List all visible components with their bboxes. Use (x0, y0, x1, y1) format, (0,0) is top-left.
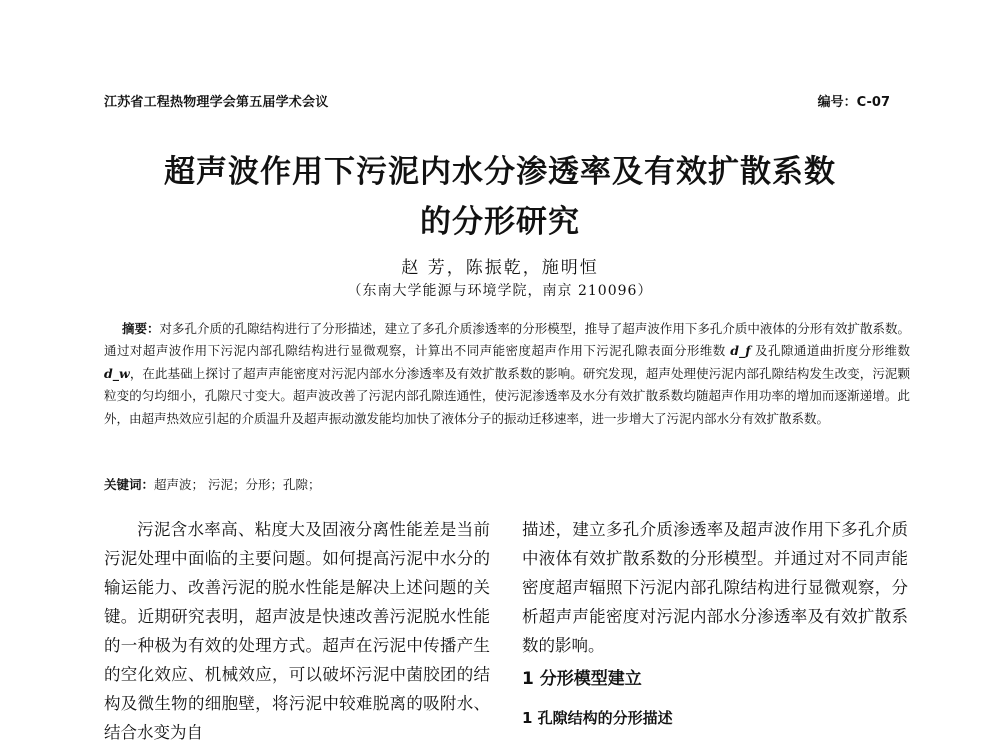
paper-code: 编号：C-07 (817, 95, 890, 110)
symbol-df: d_f (730, 343, 751, 359)
abstract-label: 摘要： (122, 321, 160, 336)
abstract (104, 318, 910, 430)
abstract-text-1: 对多孔介质的孔隙结构进行了分形描述，建立了多孔介质渗透率的分形模型，推导了超声波作用下多孔介质中液体的分形有效扩散系数。通过对超声波作用下污泥内部孔隙结构进行显微观察，计算出不同声能密度超声作用下污泥孔隙表面分形维数 (104, 321, 910, 359)
conference-header: 江苏省工程热物理学会第五届学术会议 (104, 95, 329, 110)
abstract-text-2: 及孔隙通道曲折度分形维数 (750, 343, 910, 359)
keywords (104, 475, 321, 493)
body-paragraph-left: 污泥含水率高、粘度大及固液分离性能差是当前污泥处理中面临的主要问题。如何提高污泥中水分的输运能力、改善污泥的脱水性能是解决上述问题的关键。近期研究表明，超声波是快速改善污泥脱水性能的一种极为有效的处理方式。超声在污泥中传播产生的空化效应、机械效应，可以破坏污泥中菌胶团的结构及微生物的细胞壁，将污泥中较难脱离的吸附水、结合水变为自 (104, 520, 490, 742)
symbol-dw: d_w (104, 365, 130, 381)
authors: 赵 芳，陈振乾，施明恒 (401, 258, 599, 278)
affiliation: （东南大学能源与环境学院，南京 210096） (347, 283, 653, 299)
abstract-text-3: ，在此基础上探讨了超声声能密度对污泥内部水分渗透率及有效扩散系数的影响。研究发现，超声处理使污泥内部孔隙结构发生改变，污泥颗粒变的匀均细小，孔隙尺寸变大。超声波改善了污泥内部孔隙连通性，使污泥渗透率及水分有效扩散系数均随超声作用功率的增加而逐渐递增。此外，由超声热效应引起的介质温升及超声振动激发能均加快了液体分子的振动迁移速率，进一步增大了污泥内部水分有效扩散系数。 (104, 365, 910, 426)
keywords-text: 超声波； 污泥；分形；孔隙； (154, 477, 321, 492)
body-column-left (104, 515, 490, 747)
body-paragraph-right: 描述，建立多孔介质渗透率及超声波作用下多孔介质中液体有效扩散系数的分形模型。并通过对不同声能密度超声辐照下污泥内部孔隙结构进行显微观察，分析超声声能密度对污泥内部水分渗透率及有效扩散系数的影响。 (522, 520, 908, 655)
section-heading: 1 分形模型建立 (522, 669, 642, 689)
subsection-heading: 1 孔隙结构的分形描述 (522, 709, 673, 727)
body-column-right (522, 515, 908, 660)
keywords-label: 关键词： (104, 477, 155, 492)
paper-title-line2: 的分形研究 (420, 204, 580, 240)
paper-title-line1: 超声波作用下污泥内水分渗透率及有效扩散系数 (164, 154, 836, 190)
